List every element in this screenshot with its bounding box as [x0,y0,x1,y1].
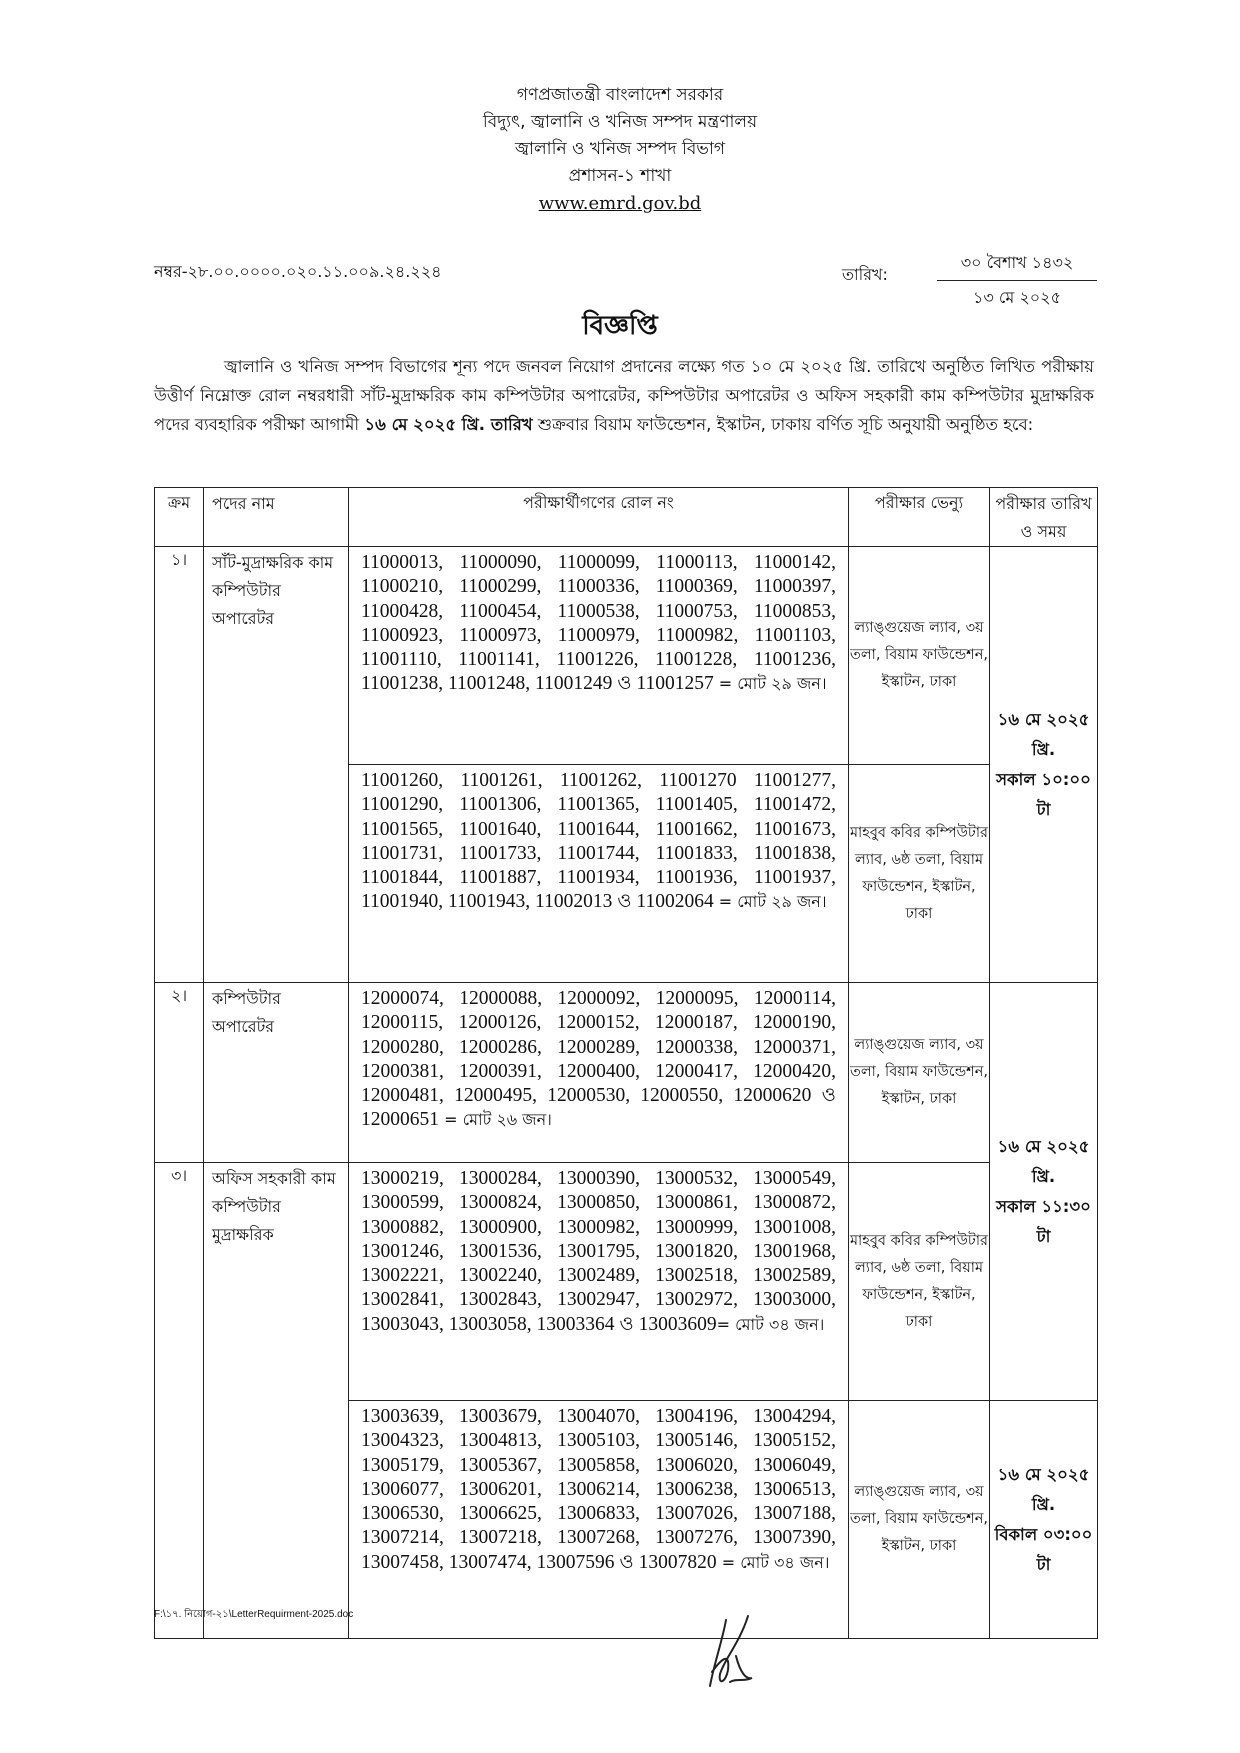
table-row [155,547,1098,765]
roll-numbers: 13003639, 13003679, 13004070, 13004196, 13004294, 13004323, 13004813, 13005103, 13005146, 13005152, 13005179, 13005367, 13005858, 13006020, 13006049, 13006077, 13006201, 13006214, 13006238, 13006513, 13006530, 13006625, 13006833, 13007026, 13007188, 13007214, 13007218, 13007268, 13007276, 13007390, 13007458, 13007474, 13007596 ও 13007820 [361,1406,836,1573]
row-venue: ল্যাঙ্গুয়েজ ল্যাব, ৩য় তলা, বিয়াম ফাউন্ডেশন, ইস্কাটন, ঢাকা [849,1401,990,1639]
date-bangla: ৩০ বৈশাখ ১৪৩২ [937,250,1097,281]
row-post: কম্পিউটার অপারেটর [204,983,349,1163]
row-time [990,1401,1098,1639]
roll-total: = মোট ২৯ জন। [713,892,827,912]
table-header-row [155,488,1098,547]
body-bold-date: ১৬ মে ২০২৫ খ্রি. তারিখ [364,415,533,434]
row-post: অফিস সহকারী কাম কম্পিউটার মুদ্রাক্ষরিক [204,1163,349,1639]
exam-date: ১৬ মে ২০২৫ খ্রি. [997,709,1090,759]
row-sl: ৩। [155,1163,204,1639]
exam-date: ১৬ মে ২০২৫ খ্রি. [997,1136,1090,1186]
exam-time: বিকাল ০৩:০০ টা [994,1524,1093,1574]
roll-total: = মোট ৩৪ জন। [716,1314,825,1334]
exam-time: সকাল ১০:০০ টা [996,769,1091,819]
ministry-name: বিদ্যুৎ, জ্বালানি ও খনিজ সম্পদ মন্ত্রণালয় [482,112,758,132]
roll-total: = মোট ৩৪ জন। [716,1552,830,1572]
roll-total: = মোট ২৬ জন। [439,1110,552,1130]
division-name: জ্বালানি ও খনিজ সম্পদ বিভাগ [514,139,726,159]
roll-numbers: 11000013, 11000090, 11000099, 11000113, 11000142, 11000210, 11000299, 11000336, 11000369, 11000397, 11000428, 11000454, 11000538, 11000753, 11000853, 11000923, 11000973, 11000979, 11000982, 11001103, 11001110, 11001141, 11001226, 11001228, 11001236, 11001238, 11001248, 11001249 ও 11001257 [361,552,836,695]
header-post: পদের নাম [204,488,349,547]
row-venue: ল্যাঙ্গুয়েজ ল্যাব, ৩য় তলা, বিয়াম ফাউন্ডেশন, ইস্কাটন, ঢাকা [849,547,990,765]
row-venue: মাহবুব কবির কম্পিউটার ল্যাব, ৬ষ্ঠ তলা, বিয়াম ফাউন্ডেশন, ইস্কাটন, ঢাকা [849,1163,990,1401]
row-rolls [349,1163,849,1401]
row-sl: ১। [155,547,204,983]
table-row [155,983,1098,1163]
exam-time: সকাল ১১:৩০ টা [996,1196,1091,1246]
section-name: প্রশাসন-১ শাখা [568,166,672,186]
letterhead [0,82,1240,217]
row-rolls [349,765,849,983]
row-rolls [349,547,849,765]
roll-total: = মোট ২৯ জন। [713,674,827,694]
signature-icon [700,1612,770,1692]
header-sl: ক্রম [155,488,204,547]
body-text-1: জ্বালানি ও খনিজ সম্পদ বিভাগের শূন্য পদে জনবল নিয়োগ প্রদানের লক্ষ্যে গত ১০ মে ২০২৫ খ্রি. তারিখে অনুষ্ঠিত লিখিত পরীক্ষায় উত্তীর্ণ নিম্নোক্ত রোল নম্বরধারী সাঁট-মুদ্রাক্ষরিক কাম কম্পিউটার অপারেটর, কম্পিউটার অপারেটর ও অফিস সহকারী কাম কম্পিউটার মুদ্রাক্ষরিক পদের ব্যবহারিক পরীক্ষা আগামী [154,357,1094,434]
date-label: তারিখ: [842,265,888,284]
roll-numbers: 12000074, 12000088, 12000092, 12000095, 12000114, 12000115, 12000126, 12000152, 12000187, 12000190, 12000280, 12000286, 12000289, 12000338, 12000371, 12000381, 12000391, 12000400, 12000417, 12000420, 12000481, 12000495, 12000530, 12000550, 12000620 ও 12000651 [361,988,836,1131]
row-rolls [349,983,849,1163]
body-text-2: শুক্রবার বিয়াম ফাউন্ডেশন, ইস্কাটন, ঢাকায় বর্ণিত সূচি অনুযায়ী অনুষ্ঠিত হবে: [532,415,1034,434]
row-sl: ২। [155,983,204,1163]
website-link[interactable]: www.emrd.gov.bd [538,193,702,214]
notice-title: বিজ্ঞপ্তি [582,311,658,341]
memo-number: নম্বর-২৮.০০.০০০০.০২০.১১.০০৯.২৪.২২৪ [154,262,442,281]
roll-numbers: 11001260, 11001261, 11001262, 11001270 11001277, 11001290, 11001306, 11001365, 11001405, 11001472, 11001565, 11001640, 11001644, 11001662, 11001673, 11001731, 11001733, 11001744, 11001833, 11001838, 11001844, 11001887, 11001934, 11001936, 11001937, 11001940, 11001943, 11002013 ও 11002064 [361,770,836,913]
exam-date: ১৬ মে ২০২৫ খ্রি. [997,1464,1090,1514]
notice-body [154,352,1094,439]
row-time [990,983,1098,1401]
header-rolls: পরীক্ষার্থীগণের রোল নং [349,488,849,547]
row-venue: মাহবুব কবির কম্পিউটার ল্যাব, ৬ষ্ঠ তলা, বিয়াম ফাউন্ডেশন, ইস্কাটন, ঢাকা [849,765,990,983]
table-row [155,1163,1098,1401]
exam-schedule-table [154,487,1098,1639]
header-venue: পরীক্ষার ভেন্যু [849,488,990,547]
header-time: পরীক্ষার তারিখ ও সময় [990,488,1098,547]
row-venue: ল্যাঙ্গুয়েজ ল্যাব, ৩য় তলা, বিয়াম ফাউন্ডেশন, ইস্কাটন, ঢাকা [849,983,990,1163]
roll-numbers: 13000219, 13000284, 13000390, 13000532, 13000549, 13000599, 13000824, 13000850, 13000861, 13000872, 13000882, 13000900, 13000982, 13000999, 13001008, 13001246, 13001536, 13001795, 13001820, 13001968, 13002221, 13002240, 13002489, 13002518, 13002589, 13002841, 13002843, 13002947, 13002972, 13003000, 13003043, 13003058, 13003364 ও 13003609 [361,1168,836,1335]
govt-name: গণপ্রজাতন্ত্রী বাংলাদেশ সরকার [516,85,724,105]
file-reference: F:\১৭. নিয়োগ-২১\LetterRequirment-2025.doc [154,1609,354,1620]
row-time [990,547,1098,983]
date-english: ১৩ মে ২০২৫ [973,288,1061,307]
date-values [937,250,1097,312]
row-post: সাঁট-মুদ্রাক্ষরিক কাম কম্পিউটার অপারেটর [204,547,349,983]
row-rolls [349,1401,849,1639]
